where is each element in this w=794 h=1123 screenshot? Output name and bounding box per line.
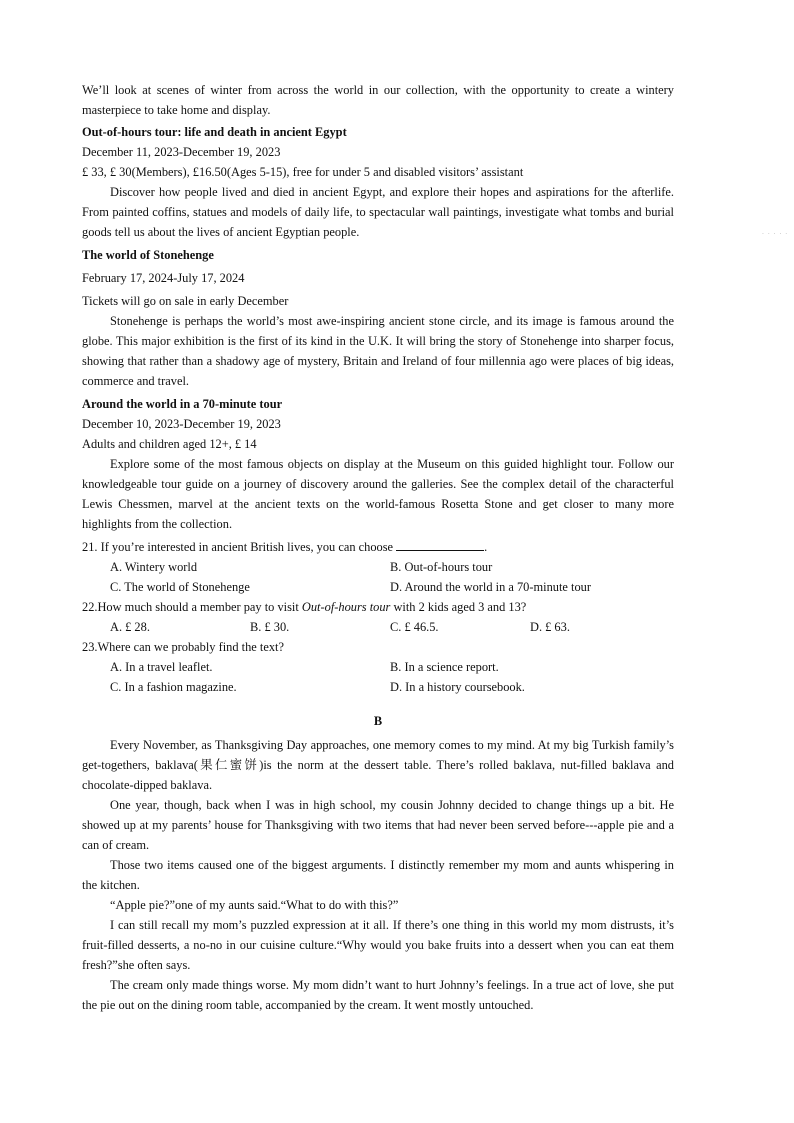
intro-paragraph: We’ll look at scenes of winter from across the world in our collection, with the opportunity to create a wintery masterpiece to take home and display.	[82, 83, 674, 117]
question-22	[82, 597, 674, 617]
q23-option-d: D. In a history coursebook.	[390, 680, 525, 694]
q22-option-b: B. £ 30.	[250, 620, 290, 634]
document-page	[82, 80, 674, 1015]
question-21-options-row2	[82, 577, 674, 597]
question-22-post: with 2 kids aged 3 and 13?	[390, 600, 527, 614]
q22-option-c: C. £ 46.5.	[390, 620, 439, 634]
q22-option-a: A. £ 28.	[110, 620, 150, 634]
egypt-dates: December 11, 2023-December 19, 2023	[82, 145, 281, 159]
q21-option-d: D. Around the world in a 70-minute tour	[390, 580, 591, 594]
q21-option-a: A. Wintery world	[110, 560, 198, 574]
question-23-options-row2	[82, 677, 674, 697]
stonehenge-description: Stonehenge is perhaps the world’s most awe-inspiring ancient stone circle, and its image is famous around the globe. This major exhibition is the first of its kind in the U.K. It will bring the story of Stonehenge into sharper focus, showing that rather than a shadowy age of mystery, Britain and Ireland of four millennia ago were places of big ideas, commerce and travel.	[82, 314, 674, 388]
q21-option-b: B. Out-of-hours tour	[390, 560, 493, 574]
stonehenge-tickets: Tickets will go on sale in early December	[82, 294, 289, 308]
question-21-options-row1	[82, 557, 674, 577]
around-dates: December 10, 2023-December 19, 2023	[82, 417, 281, 431]
q22-option-d: D. £ 63.	[530, 620, 570, 634]
question-22-pre: 22.How much should a member pay to visit	[82, 600, 302, 614]
question-22-options	[82, 617, 674, 637]
stonehenge-dates: February 17, 2024-July 17, 2024	[82, 271, 245, 285]
q23-option-c: C. In a fashion magazine.	[110, 680, 237, 694]
q23-option-a: A. In a travel leaflet.	[110, 660, 213, 674]
question-23: 23.Where can we probably find the text?	[82, 640, 284, 654]
story-paragraph-5: I can still recall my mom’s puzzled expression at it all. If there’s one thing in this world my mom distrusts, it’s fruit-filled desserts, a no-no in our cuisine culture.“Why would you bake fruits into a dessert when you can eat them fresh?”she often says.	[82, 918, 674, 972]
egypt-title: Out-of-hours tour: life and death in ancient Egypt	[82, 125, 347, 139]
question-21-end: .	[484, 540, 488, 554]
egypt-price: £ 33, £ 30(Members), £16.50(Ages 5-15), free for under 5 and disabled visitors’ assistant	[82, 165, 524, 179]
story-paragraph-2: One year, though, back when I was in high school, my cousin Johnny decided to change things up a bit. He showed up at my parents’ house for Thanksgiving with two items that had never been served before---apple pie and a can of cream.	[82, 798, 674, 852]
around-price: Adults and children aged 12+, £ 14	[82, 437, 257, 451]
around-title: Around the world in a 70-minute tour	[82, 397, 283, 411]
story-paragraph-3: Those two items caused one of the biggest arguments. I distinctly remember my mom and aunts whispering in the kitchen.	[82, 858, 674, 892]
answer-blank	[396, 537, 484, 551]
margin-dots: · · · · ·	[762, 231, 789, 238]
story-paragraph-1: Every November, as Thanksgiving Day approaches, one memory comes to my mind. At my big Turkish family’s get-togethers, baklava(果仁蜜饼)is the norm at the dessert table. There’s rolled baklava, nut-filled baklava and chocolate-dipped baklava.	[82, 738, 674, 792]
q21-option-c: C. The world of Stonehenge	[110, 580, 250, 594]
question-23-options-row1	[82, 657, 674, 677]
egypt-description: Discover how people lived and died in ancient Egypt, and explore their hopes and aspirations for the afterlife. From painted coffins, statues and models of daily life, to spectacular wall paintings, investigate what tombs and burial goods tell us about the lives of ancient Egyptian people.	[82, 185, 674, 239]
question-22-emphasis: Out-of-hours tour	[301, 600, 391, 614]
stonehenge-title: The world of Stonehenge	[82, 248, 214, 262]
story-paragraph-4: “Apple pie?”one of my aunts said.“What to do with this?”	[110, 898, 399, 912]
question-21	[82, 537, 674, 557]
question-21-stem: 21. If you’re interested in ancient British lives, you can choose	[82, 540, 394, 554]
story-paragraph-6: The cream only made things worse. My mom didn’t want to hurt Johnny’s feelings. In a true act of love, she put the pie out on the dining room table, accompanied by the cream. It went mostly untouched.	[82, 978, 674, 1012]
q23-option-b: B. In a science report.	[390, 660, 499, 674]
section-b-heading: B	[373, 714, 383, 728]
around-description: Explore some of the most famous objects on display at the Museum on this guided highlight tour. Follow our knowledgeable tour guide on a journey of discovery around the galleries. See the complex detail of the characterful Lewis Chessmen, marvel at the ancient texts on the world-famous Rosetta Stone and get closer to many more highlights from the collection.	[82, 457, 674, 531]
